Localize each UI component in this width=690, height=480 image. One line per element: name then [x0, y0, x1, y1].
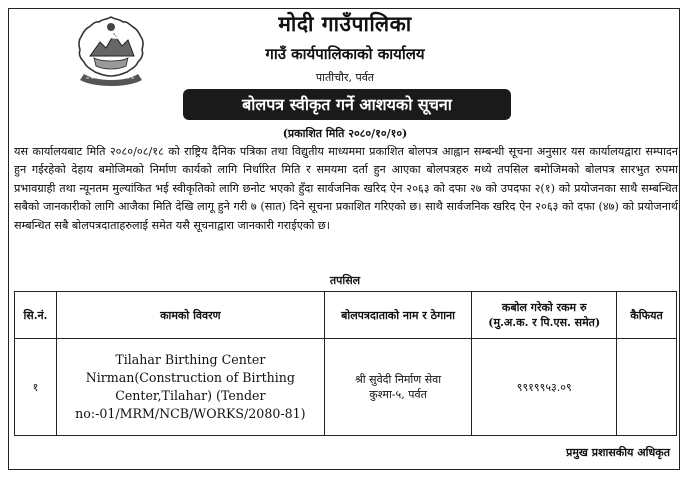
cell-work: Tilahar Birthing Center Nirman(Construction of Birthing Center,Tilahar) (Tender no:-01/MRM/NCB/WORKS/2080-81) — [56, 339, 324, 436]
table-header-row — [15, 292, 677, 339]
office-subtitle: गाउँ कार्यपालिकाको कार्यालय — [265, 45, 425, 63]
cell-bidder — [324, 339, 472, 436]
header-amount-line1: कबोल गरेको रकम रु — [501, 301, 587, 314]
header-work: कामको विवरण — [56, 292, 324, 339]
cell-remarks — [617, 339, 677, 436]
notice-title-banner: बोलपत्र स्वीकृत गर्ने आशयको सूचना — [183, 89, 511, 120]
municipality-title: मोदी गाउँपालिका — [278, 11, 412, 36]
bidder-address: कुश्मा-५, पर्वत — [369, 388, 427, 401]
bid-table — [14, 291, 677, 436]
signature-designation: प्रमुख प्रशासकीय अधिकृत — [566, 446, 670, 459]
cell-amount: ९९१९९५३.०९ — [472, 339, 617, 436]
header-amount — [472, 292, 617, 339]
header-remarks: कैफियत — [617, 292, 677, 339]
header-sn: सि.नं. — [15, 292, 57, 339]
header-amount-line2: (मु.अ.क. र पि.एस. समेत) — [488, 316, 601, 329]
schedule-heading: तपसिल — [329, 274, 361, 287]
header-bidder: बोलपत्रदाताको नाम र ठेगाना — [324, 292, 472, 339]
cell-sn: १ — [15, 339, 57, 436]
table-row — [15, 339, 677, 436]
bidder-name: श्री सुवेदी निर्माण सेवा — [355, 373, 442, 386]
notice-body: यस कार्यालयबाट मिति २०८०/०८/१८ को राष्ट्रिय दैनिक पत्रिका तथा विद्युतीय माध्यममा प्रकाशित बोलपत्र आह्वान सम्बन्धी सूचना अनुसार यस कार्यालयद्वारा सम्पादन हुन गईरहेको देहाय बमोजिमको निर्माण कार्यको लागि निर्धारित मिति र समयमा दर्ता हुन आएका बोलपत्रहरु मध्ये तपसिल बमोजिमको बोलपत्र सारभुत रुपमा प्रभावग्राही तथा न्यूनतम मुल्यांकित भई स्वीकृतिको लागि छनोट भएको हुँदा सार्वजनिक खरिद ऐन २०६३ को दफा २७ को उपदफा २(१) को प्रयोजनका साथै सम्बन्धित सबैको जानकारीको लागि आजैका मिति देखि लागू हुने गरी ७ (सात) दिने सूचना प्रकाशित गरिएको छ। साथै सार्वजनिक खरिद ऐन २०६३ को दफा (४७) को प्रयोजनार्थ सम्बन्धित सबै बोलपत्रदाताहरुलाई समेत यसै सूचनाद्वारा जानकारी गराईएको छ। — [14, 145, 678, 232]
office-address: पातीचौर, पर्वत — [315, 71, 375, 84]
published-date: (प्रकाशित मिति २०८०/१०/१०) — [282, 127, 408, 140]
